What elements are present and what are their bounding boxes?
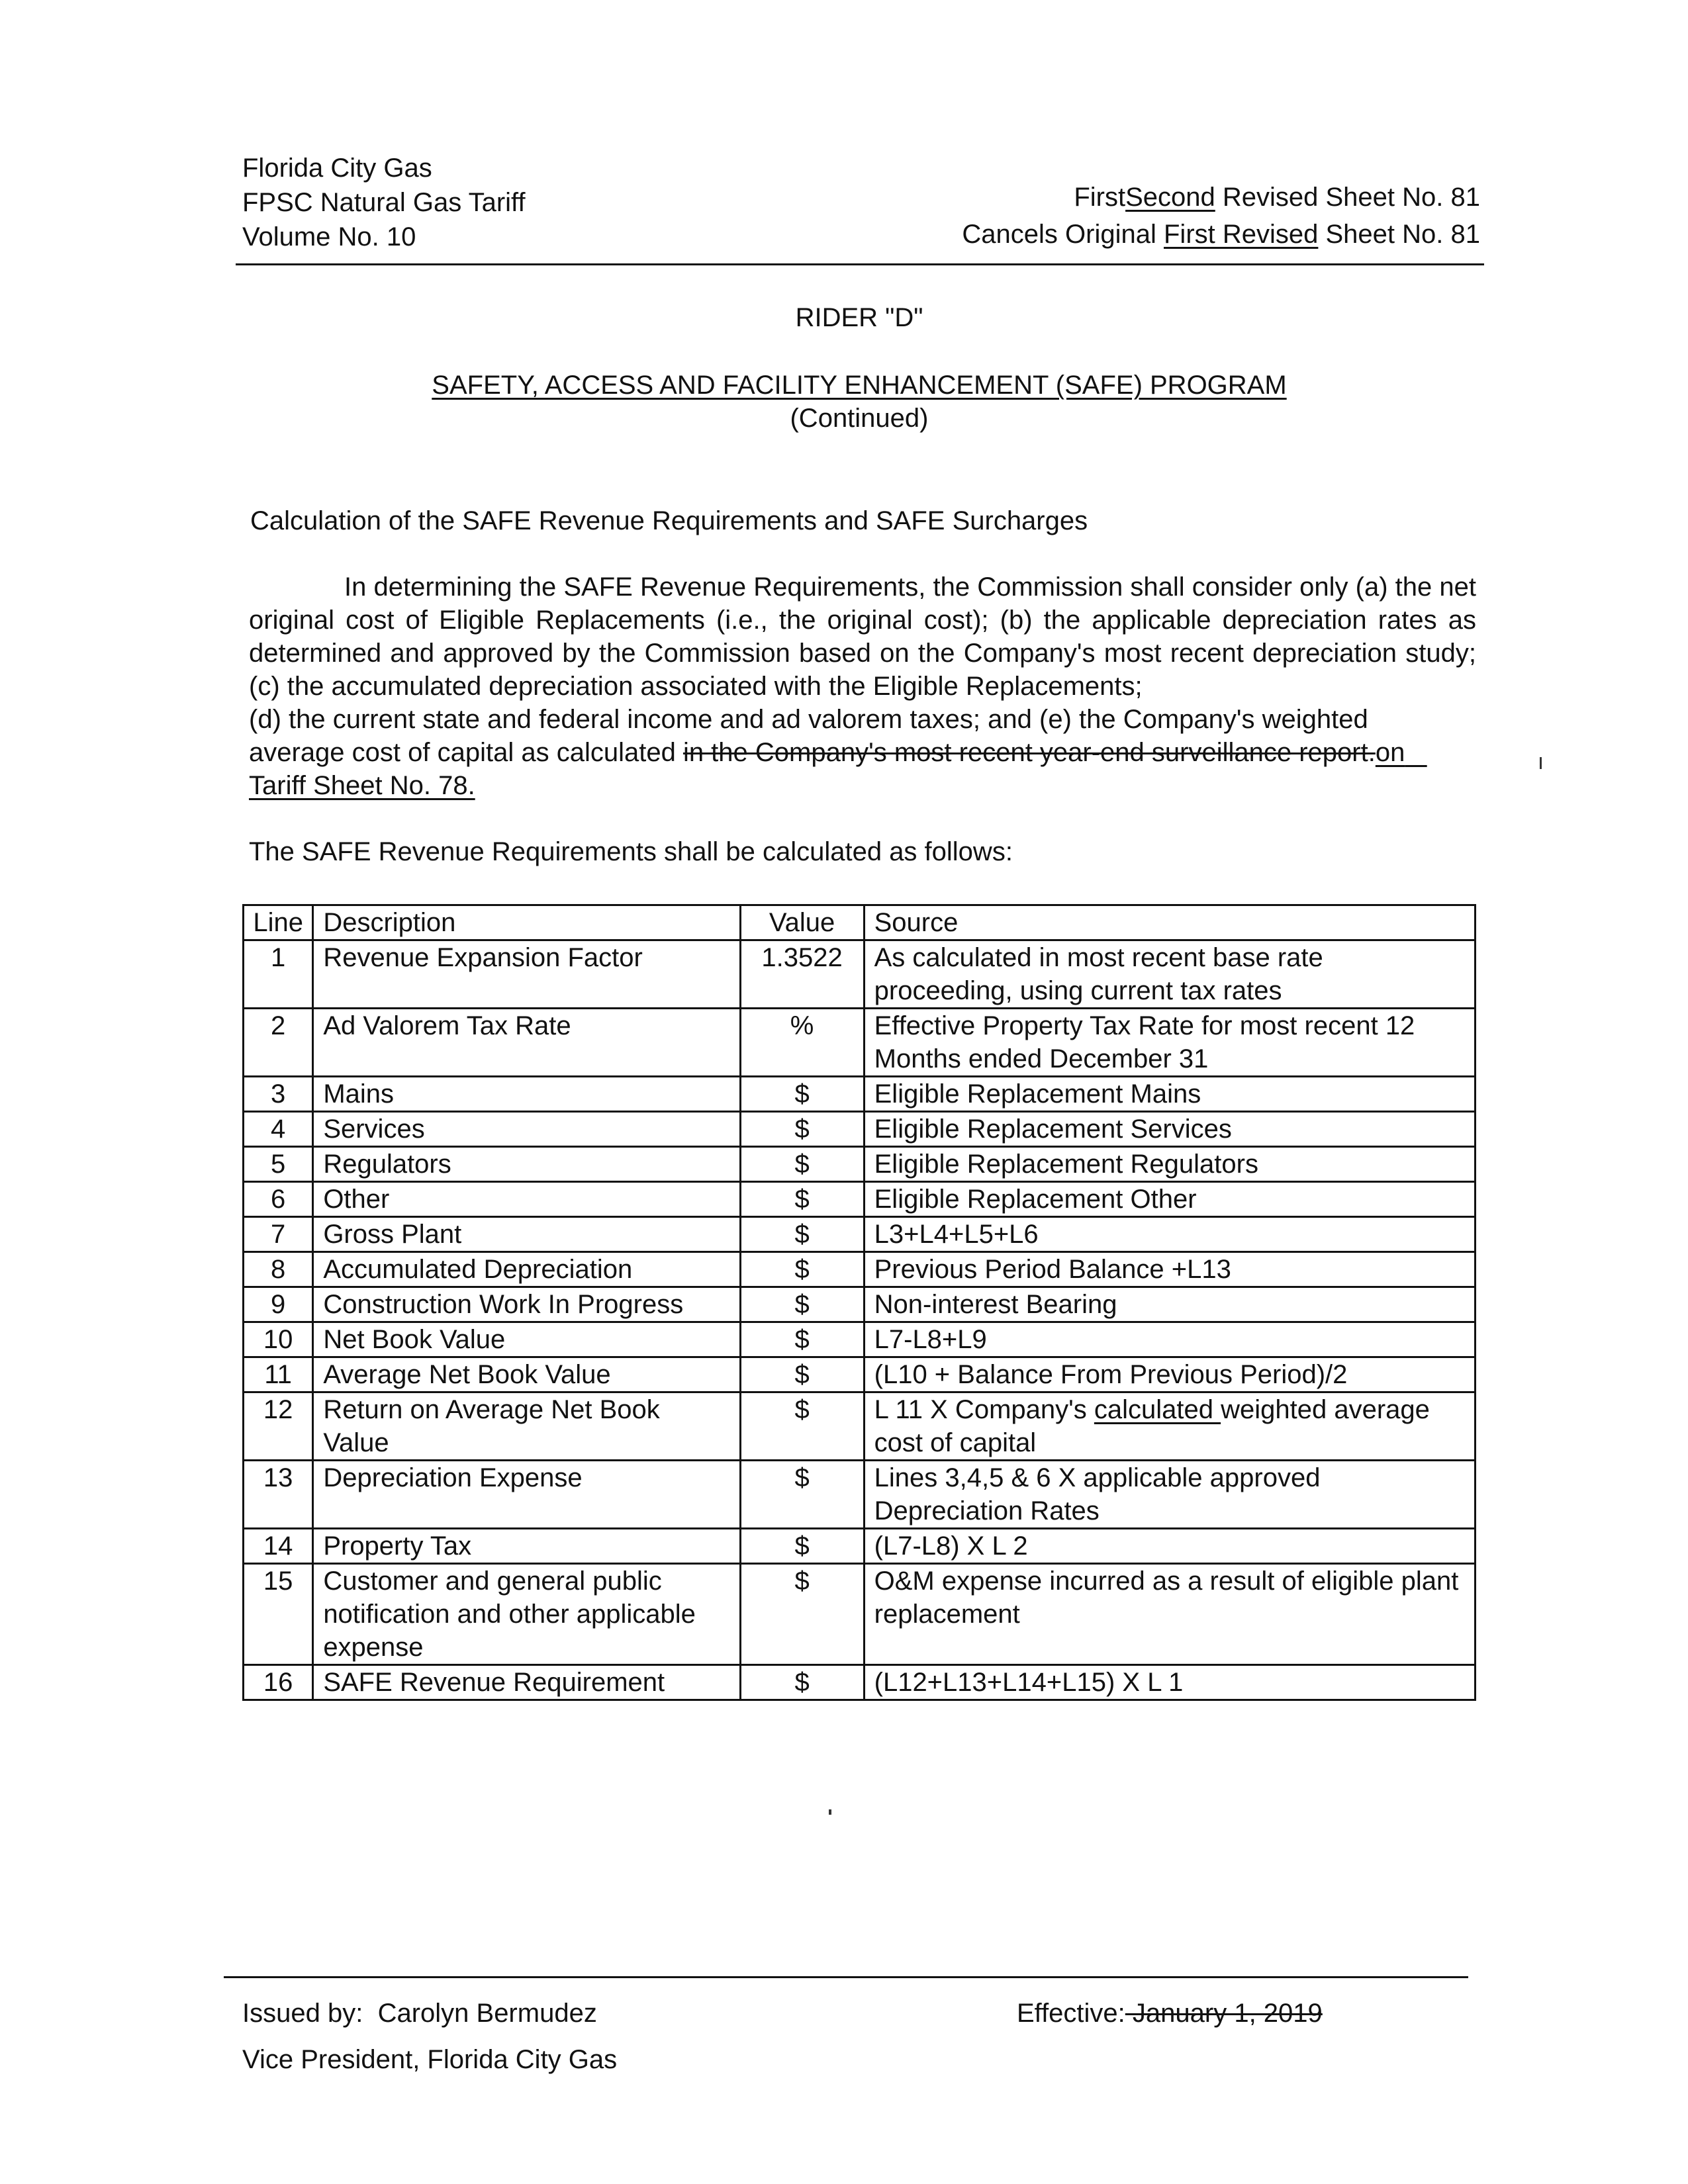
program-title: SAFETY, ACCESS AND FACILITY ENHANCEMENT (SAFE) PROGRAM [432, 371, 1287, 400]
issuer-name: Carolyn Bermudez [377, 1999, 597, 2028]
para-line-f [249, 769, 1476, 802]
table-row: 15 Customer and general public notification and other applicable expense $ O&M expense incurred as a result of eligible plant replacement [244, 1564, 1476, 1665]
stray-mark [829, 1809, 831, 1815]
table-row: 9 Construction Work In Progress $ Non-interest Bearing [244, 1287, 1476, 1322]
para-line-e: average cost of capital as calculated in the Company's most recent year-end surveillance report.on [249, 738, 1405, 767]
volume-number: Volume No. 10 [242, 222, 416, 251]
table-row: 11 Average Net Book Value $ (L10 + Balance From Previous Period)/2 [244, 1357, 1476, 1392]
company-name: Florida City Gas [242, 154, 432, 183]
effective-label: Effective: [1017, 1999, 1125, 2028]
table-row: 14 Property Tax $ (L7-L8) X L 2 [244, 1529, 1476, 1564]
table-row: 4 Services $ Eligible Replacement Services [244, 1112, 1476, 1147]
table-row: 2 Ad Valorem Tax Rate % Effective Property Tax Rate for most recent 12 Months ended December 31 [244, 1009, 1476, 1077]
footer-rule [224, 1976, 1468, 1978]
revenue-requirements-table [242, 904, 1476, 1701]
table-header-row [244, 905, 1476, 940]
table-row: 3 Mains $ Eligible Replacement Mains [244, 1077, 1476, 1112]
para-main: In determining the SAFE Revenue Requirements, the Commission shall consider only (a) the net original cost of Eligible Replacements (i.e., the original cost); (b) the applicable depreciation rates as determined and approved by the Commission based on the Company's most recent depreciation study; (c) the accumulated depreciation associated with the Eligible Replacements; [249, 572, 1476, 701]
cancels-deleted-text: Original [1065, 220, 1156, 249]
header-source: Source [864, 905, 1475, 940]
continued-label: (Continued) [790, 404, 929, 433]
table-row: 13 Depreciation Expense $ Lines 3,4,5 & 6 X applicable approved Depreciation Rates [244, 1461, 1476, 1529]
inserted-text: on [1375, 738, 1405, 767]
effective-deleted-date: January 1, 2019 [1125, 1999, 1323, 2028]
source-with-insertion: L 11 X Company's calculated weighted average cost of capital [864, 1392, 1475, 1461]
tariff-name: FPSC Natural Gas Tariff [242, 188, 526, 217]
deleted-text: in the Company's most recent year-end surveillance report. [682, 738, 1376, 767]
issued-by [242, 1996, 597, 2030]
table-row: 7 Gross Plant $ L3+L4+L5+L6 [244, 1217, 1476, 1252]
sheet-number: FirstSecond Revised Sheet No. 81 [1074, 183, 1480, 212]
table-row: 16 SAFE Revenue Requirement $ (L12+L13+L14+L15) X L 1 [244, 1665, 1476, 1700]
inserted-text-2: Tariff Sheet No. 78. [249, 771, 475, 800]
effective-date [1017, 1996, 1323, 2030]
header-line: Line [244, 905, 313, 940]
margin-mark [1540, 757, 1542, 769]
table-row: 8 Accumulated Depreciation $ Previous Period Balance +L13 [244, 1252, 1476, 1287]
header-description: Description [313, 905, 740, 940]
table-row: 5 Regulators $ Eligible Replacement Regulators [244, 1147, 1476, 1182]
para-line-d: (d) the current state and federal income and ad valorem taxes; and (e) the Company's weighted [249, 705, 1368, 734]
header-left [242, 151, 526, 254]
header-right [794, 180, 1480, 251]
table-row: 12 Return on Average Net Book Value $ L 11 X Company's calculated weighted average cost of capital [244, 1392, 1476, 1461]
cancels-inserted-text: First Revised [1164, 220, 1319, 249]
header-value: Value [740, 905, 864, 940]
issued-label: Issued by: [242, 1999, 363, 2028]
table-row: 6 Other $ Eligible Replacement Other [244, 1182, 1476, 1217]
table-row: 10 Net Book Value $ L7-L8+L9 [244, 1322, 1476, 1357]
issuer-title: Vice President, Florida City Gas [242, 2045, 618, 2074]
sheet-deleted-text: First [1074, 183, 1126, 212]
rider-title: RIDER "D" [795, 303, 923, 332]
sheet-inserted-text: Second [1125, 183, 1215, 212]
header-rule [236, 263, 1484, 265]
body-paragraph [249, 570, 1476, 802]
calc-intro: The SAFE Revenue Requirements shall be calculated as follows: [249, 837, 1013, 866]
table-row: 1 Revenue Expansion Factor 1.3522 As calculated in most recent base rate proceeding, using current tax rates [244, 940, 1476, 1009]
cancels-sheet: Cancels Original First Revised Sheet No. 81 [962, 220, 1480, 249]
section-heading: Calculation of the SAFE Revenue Requirements and SAFE Surcharges [250, 506, 1088, 535]
